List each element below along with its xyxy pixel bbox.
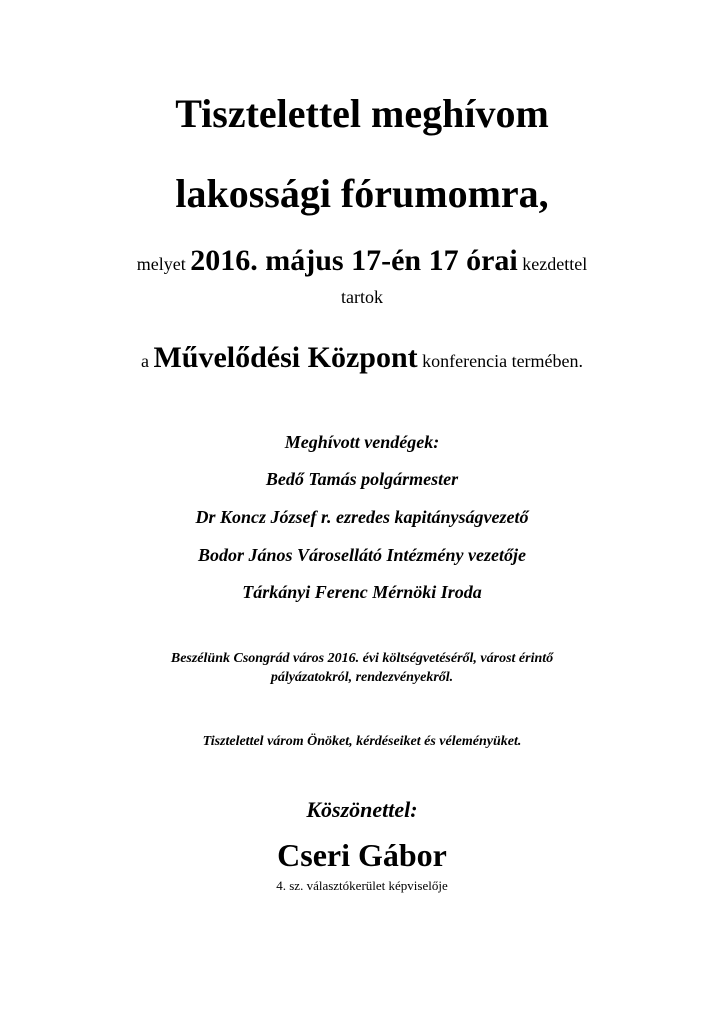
guests-heading: Meghívott vendégek: bbox=[284, 432, 440, 452]
place-line bbox=[0, 339, 724, 380]
title-line-1: Tisztelettel meghívom bbox=[175, 91, 549, 136]
place-suffix: konferencia termében. bbox=[417, 351, 584, 371]
guest-item: Tárkányi Ferenc Mérnöki Iroda bbox=[242, 582, 482, 602]
event-date: 2016. május 17-én 17 órai bbox=[190, 244, 518, 277]
signer-name: Cseri Gábor bbox=[277, 837, 447, 873]
date-suffix: kezdettel bbox=[517, 254, 588, 274]
date-line-2: tartok bbox=[341, 287, 383, 307]
guest-item: Dr Koncz József r. ezredes kapitányságvezető bbox=[195, 507, 529, 527]
place-prefix: a bbox=[140, 351, 154, 371]
title-line-2: lakossági fórumomra, bbox=[175, 171, 549, 216]
guest-item: Bedő Tamás polgármester bbox=[265, 469, 459, 489]
topics-line-2: pályázatokról, rendezvényekről. bbox=[270, 670, 454, 685]
date-prefix: melyet bbox=[136, 254, 191, 274]
signer-role: 4. sz. választókerület képviselője bbox=[276, 878, 448, 893]
topics-line-1: Beszélünk Csongrád város 2016. évi költségvetéséről, várost érintő bbox=[170, 651, 554, 666]
guest-item: Bodor János Városellátó Intézmény vezetője bbox=[198, 545, 526, 565]
date-line bbox=[0, 244, 724, 281]
closing-thanks: Köszönettel: bbox=[306, 797, 418, 822]
event-venue: Művelődési Központ bbox=[153, 341, 418, 374]
closing-waiting: Tisztelettel várom Önöket, kérdéseiket és véleményüket. bbox=[202, 734, 522, 749]
